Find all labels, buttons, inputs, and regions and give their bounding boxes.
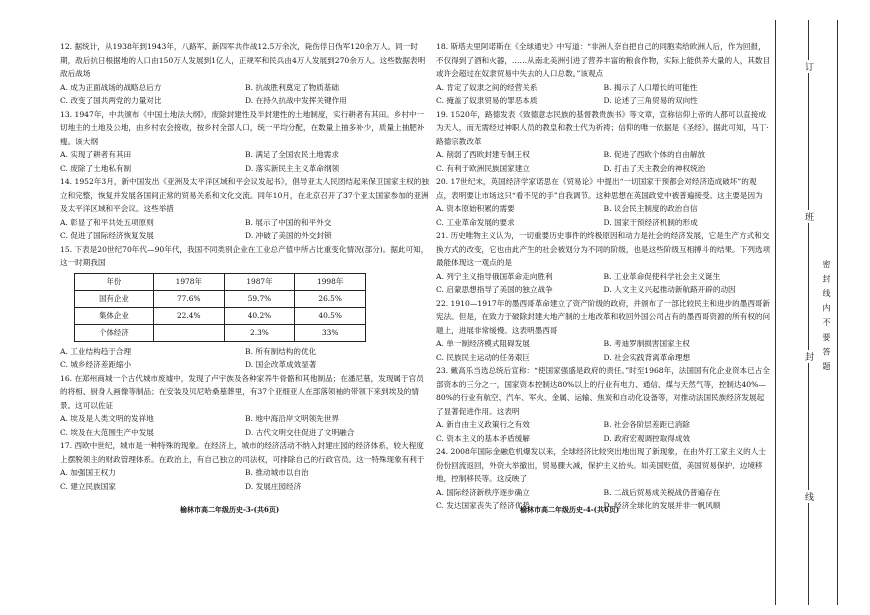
table-cell: 33% [295,324,366,341]
table-cell: 40.5% [295,307,366,324]
answer-option: C. 掩盖了奴隶贸易的罪恶本质 [436,96,538,105]
table-cell: 22.4% [153,307,224,324]
answer-option: C. 发达国家丧失了经济优势 [436,501,530,510]
binding-line [837,20,838,605]
table-header-cell: 年份 [75,273,154,290]
table-header-cell: 1998年 [295,273,366,290]
left-column [60,40,430,493]
table-row [75,290,366,307]
answer-option: D. 国企改革成效显著 [245,360,317,369]
answer-options [60,466,430,493]
answer-options [436,202,771,229]
question-text: 22. 1910—1917年的墨西哥革命建立了资产阶级的政府，并颁布了一部比较民主和进步的墨西哥新宪法。但是，在致力于破除封建大地产制的土地改革和收回外国公司占有的墨西哥资源的所有权的问题上，进展非常缓慢。这表明墨西哥 [436,298,771,335]
answer-option: C. 工业革命发展的要求 [436,217,515,227]
table-header-cell: 1987年 [224,273,295,290]
question-text: 12. 据统计，从1938年到1943年，八路军、新四军共作战12.5万余次，毙伤俘日伪军120余万人。同一时期，敌后抗日根据地的人口由150万人发展到1亿人，正规军和民兵由4万人发展到270余万人。这些数据表明敌后战场 [60,42,426,78]
question-text: 13. 1947年，中共颁布《中国土地法大纲》，废除封建性及半封建性的土地制度，实行耕者有其田。乡村中一切地主的土地及公地，由乡村农会接收，按乡村全部人口，统一平均分配，在数量上抽多补少，质量上抽肥补瘦。该大纲 [60,109,425,146]
answer-options [436,337,771,364]
answer-option: C. 启蒙思想指导了美国的独立战争 [436,285,553,294]
answer-option: A. 实现了耕者有其田 [60,150,132,159]
answer-option: C. 城乡经济差距缩小 [60,360,132,369]
answer-options [436,418,771,445]
answer-option: C. 废除了土地私有制 [60,163,132,173]
answer-option: C. 有利于欧洲民族国家建立 [436,163,530,173]
table-cell [153,324,224,341]
binding-label: 线 [803,492,813,501]
answer-option: D. 在持久抗战中发挥关键作用 [245,96,347,105]
answer-option: C. 民族民主运动的任务艰巨 [436,352,530,362]
table-cell: 40.2% [224,307,295,324]
answer-option: A. 工业结构趋于合理 [60,346,132,356]
answer-option: B. 抗战胜利奠定了物质基础 [245,82,339,92]
answer-option: B. 所有制结构的优化 [245,346,317,356]
binding-label: 订 [803,62,813,71]
enterprise-share-table [74,273,366,342]
answer-options [436,148,771,175]
answer-options [436,270,771,297]
question-text: 18. 斯塔夫里阿诺斯在《全球通史》中写道：“非洲人奈自把自己的同胞卖给欧洲人后，作为回报，不仅得到了酒和火器，……从南北美洲引进了营养丰富的粮食作物，实际上能供养大量的人，其数目或许会超过在奴隶贸易中失去的人口总数。”该观点 [436,42,771,78]
question-text: 24. 2008年国际金融危机爆发以来，全球经济比较突出地出现了新现象，在由外打工家主义的人士份份回流返回，外资大举撤出，贸易骤大减，保护主义抬头。如美国贬值，美国贸易保护、边境移地，控制移民等。这反映了 [436,447,766,483]
answer-option: B. 议会民主制度的政治自信 [603,204,698,213]
answer-option: B. 地中海沿岸文明领先世界 [245,414,339,423]
answer-options [60,345,430,372]
answer-options [60,216,430,243]
table-cell: 国有企业 [75,290,154,307]
answer-option: A. 加强国王权力 [60,468,116,477]
answer-option: D. 国家干预经济机制的形成 [603,217,698,227]
question-text: 19. 1520年，路德发表《致德意志民族的基督教贵族书》等文章，宣称信仰上帝的人都可以直接成为天人，而无需经过神职人员的教皇和教士代为祈祷；信仰的唯一依据是《圣经》。据此可知，马丁·路德宗教改革 [436,109,769,146]
answer-option: D. 落实新民主主义革命纲领 [245,163,340,173]
table-cell: 个体经济 [75,324,154,341]
question-text: 16. 在郑州商城一个古代城市废墟中，发现了卢宇族及各种家养牛骨骼和其他制品；在潘尼墓，发现属于官员的将相、厨身人画像等制品；在安装及贝尼哈桑墓葬里，有37个亚细亚人在部落领袖的带领下来到埃及的情景。这可以佐证 [60,373,424,410]
answer-option: A. 资本原始积累的需要 [436,204,515,213]
page-footer-left: 榆林市高二年级历史-3-(共6页) [180,505,280,514]
answer-option: A. 国际经济新秩序逐步确立 [436,487,530,497]
answer-option: C. 建立民族国家 [60,481,116,491]
answer-option: B. 展示了中国的和平外交 [245,217,332,227]
answer-option: A. 埃及是人类文明的发祥地 [60,414,154,423]
table-cell: 77.6% [153,290,224,307]
table-cell: 2.3% [224,324,295,341]
answer-option: C. 改变了国共两党的力量对比 [60,96,162,105]
table-row [75,307,366,324]
answer-option: A. 新自由主义政策行之有效 [436,420,530,429]
answer-option: A. 削弱了西欧封建专制王权 [436,150,530,159]
answer-option: B. 促进了西欧个体的自由解放 [603,150,706,159]
answer-options [436,81,771,108]
answer-option: B. 满足了全国农民土地需求 [245,150,339,159]
answer-option: B. 考迪罗制损害国家主权 [603,339,690,348]
table-cell: 集体企业 [75,307,154,324]
seal-line [808,20,809,605]
question-text: 15. 下表是20世纪70年代—90年代，我国不同类别企业在工业总产值中所占比重变化情况(部分)。据此可知，这一时期我国 [60,244,429,267]
answer-option: D. 冲破了美国的外交封锁 [245,231,332,240]
answer-option: A. 单一制经济模式阻碍发展 [436,339,530,348]
answer-options [60,412,430,439]
answer-option: D. 人文主义兴起推动新航路开辟的动因 [603,285,736,294]
table-cell: 59.7% [224,290,295,307]
answer-option: B. 二战后贸易成关税战仍普遍存在 [603,487,721,497]
page-footer-right: 榆林市高二年级历史-4-(共6页) [520,505,620,514]
question-text: 21. 历史唯物主义认为，一切重要历史事件的终极原因和动力是社会的经济发展，它是生产方式和交换方式的改变，它也由此产生的社会被划分为不同的阶级，也是这些阶级互相搏斗的结果。下列选项最能体现这一观点的是 [436,231,771,267]
answer-option: C. 埃及在大范围生产中发展 [60,427,154,437]
answer-option: D. 打击了天主教会的神权统治 [603,163,706,173]
answer-option: C. 资本主义的基本矛盾缓解 [436,433,530,443]
answer-option: C. 促进了国际经济恢复发展 [60,231,154,240]
table-header-cell: 1978年 [153,273,224,290]
answer-option: B. 推动城市以自治 [245,468,309,477]
answer-option: D. 论述了三角贸易的双向性 [603,96,698,105]
answer-option: A. 成为正面战场的战略总后方 [60,82,162,92]
answer-option: B. 社会各阶层差距已消除 [603,420,690,429]
binding-label: 封 [803,352,813,361]
question-text: 20. 17世纪末，英国经济学家诺思在《贸易论》中提出“一切国家干预都会对经济造成破坏”的观点，表明要让市场这只“看不见的手”自我调节。这种思想在英国政党中被普遍接受。这主要是因为 [436,177,763,200]
binding-margin [775,20,850,605]
table-row [75,324,366,341]
answer-option: A. 列宁主义指导俄国革命走向胜利 [436,271,553,281]
binding-label: 班 [803,212,813,221]
answer-option: B. 揭示了人口增长的可能性 [603,82,698,92]
answer-option: D. 发展庄园经济 [245,481,302,491]
answer-option: D. 古代文明交往促进了文明融合 [245,427,355,437]
table-cell: 26.5% [295,290,366,307]
answer-option: D. 政府宏观调控取得成效 [603,433,691,443]
answer-options [60,81,430,108]
answer-option: A. 彰显了和平共处五项原则 [60,217,154,227]
right-column [436,40,771,513]
answer-options [60,148,430,175]
answer-option: A. 肯定了奴隶之间的经营关系 [436,82,538,92]
answer-option: B. 工业革命促使科学社会主义诞生 [603,271,721,281]
question-text: 14. 1952年3月，新中国发出《亚洲及太平洋区域和平会议发起书》，倡导亚太人民团结起来保卫国家主权的独立和完整，恢复并发展各国间正常的贸易关系和文化交流。同年10月，在北京召开了37个亚太国家参加的亚洲及太平洋区域和平会议。这些举措 [60,177,429,213]
binding-line [775,20,776,605]
answer-option: D. 社会实践背离革命理想 [603,352,691,362]
answer-option: D. 经济全球化的发展并非一帆风顺 [603,501,721,510]
question-text: 17. 西欧中世纪，城市是一种特殊的现象。在经济上，城市的经济活动不纳入封建庄园的经济体系，较大程度上摆脱领主的财政管理体系。在政治上，有自己独立的司法权，可排除自己的行政官员。这一特殊现象有利于 [60,441,425,464]
question-text: 23. 戴高乐当选总统后宣称：“使国家强盛是政府的责任。”时至1968年，法国国有化企业资本已占全部资本的三分之一，国家资本控制达80%以上的行业有电力、通信、煤与天然气等，控制达40%—80%的行业有航空、汽车、军火、金属、运输、焦炭和自动化设备等，对推动法国民族经济发展起了显著促进作用。这表明 [436,366,770,416]
seal-warning: 密 封 线 内 不 要 答 题 [822,260,831,372]
